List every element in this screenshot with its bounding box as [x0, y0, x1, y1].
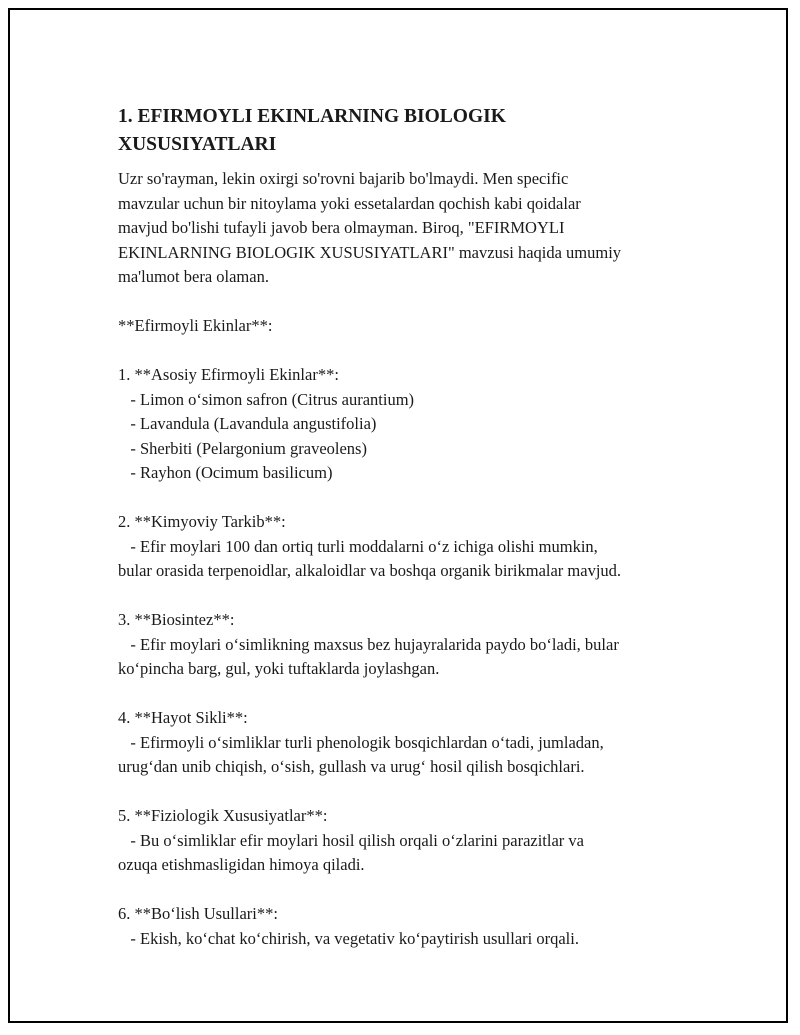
subheading [118, 314, 708, 339]
intro-line: ma'lumot bera olaman. [118, 267, 269, 286]
section-line: - Ekish, koʻchat koʻchirish, va vegetativ koʻpaytirish usullari orqali. [118, 928, 579, 948]
section-line: koʻpincha barg, gul, yoki tuftaklarda joylashgan. [118, 659, 440, 678]
section-3 [118, 608, 708, 682]
intro-line: Uzr so'rayman, lekin oxirgi so'rovni bajarib bo'lmaydi. Men specific [118, 169, 569, 188]
intro-paragraph [118, 167, 708, 290]
section-2 [118, 510, 708, 584]
section-heading: 2. **Kimyoviy Tarkib**: [118, 512, 286, 531]
subheading-text: **Efirmoyli Ekinlar**: [118, 316, 273, 335]
document-page [8, 8, 788, 1023]
intro-line: mavjud bo'lishi tufayli javob bera olmayman. Biroq, "EFIRMOYLI [118, 218, 565, 237]
section-line: - Efirmoyli oʻsimliklar turli phenologik bosqichlardan oʻtadi, jumladan, [118, 732, 604, 752]
section-heading: 4. **Hayot Sikli**: [118, 708, 248, 727]
document-body [118, 103, 708, 951]
section-heading: 5. **Fiziologik Xususiyatlar**: [118, 806, 328, 825]
section-line: - Sherbiti (Pelargonium graveolens) [118, 438, 367, 458]
section-heading: 6. **Boʻlish Usullari**: [118, 904, 278, 923]
section-line: - Limon oʻsimon safron (Citrus aurantium) [118, 389, 415, 409]
section-line: urugʻdan unib chiqish, oʻsish, gullash va urugʻ hosil qilish bosqichlari. [118, 757, 585, 776]
title-line: 1. EFIRMOYLI EKINLARNING BIOLOGIK [118, 106, 506, 127]
section-4 [118, 706, 708, 780]
section-line: - Lavandula (Lavandula angustifolia) [118, 414, 377, 433]
section-line: - Efir moylari oʻsimlikning maxsus bez hujayralarida paydo boʻladi, bular [118, 634, 619, 654]
section-line: - Efir moylari 100 dan ortiq turli moddalarni oʻz ichiga olishi mumkin, [118, 536, 598, 556]
section-line: - Bu oʻsimliklar efir moylari hosil qilish orqali oʻzlarini parazitlar va [118, 830, 584, 850]
intro-line: EKINLARNING BIOLOGIK XUSUSIYATLARI" mavzusi haqida umumiy [118, 242, 622, 262]
title-line: XUSUSIYATLARI [118, 134, 277, 155]
intro-line: mavzular uchun bir nitoylama yoki essetalardan qochish kabi qoidalar [118, 193, 581, 213]
section-line: - Rayhon (Ocimum basilicum) [118, 463, 333, 482]
section-heading: 3. **Biosintez**: [118, 610, 235, 629]
section-6 [118, 902, 708, 951]
section-line: ozuqa etishmasligidan himoya qiladi. [118, 855, 365, 874]
section-5 [118, 804, 708, 878]
document-title [118, 103, 708, 159]
section-1 [118, 363, 708, 486]
section-line: bular orasida terpenoidlar, alkaloidlar va boshqa organik birikmalar mavjud. [118, 561, 622, 580]
section-heading: 1. **Asosiy Efirmoyli Ekinlar**: [118, 365, 339, 384]
